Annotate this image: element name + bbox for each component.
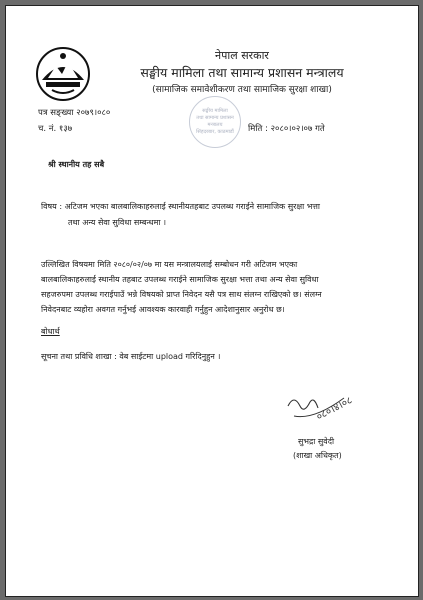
stamp-line: तथा सामान्य प्रशासन (196, 115, 234, 121)
office-stamp (189, 96, 241, 148)
header-division: (सामाजिक समावेशीकरण तथा सामाजिक सुरक्षा शाखा) (152, 85, 332, 95)
handwritten-signature (284, 386, 354, 432)
letter-number: पत्र सङ्ख्या २०७९।०८० (38, 108, 111, 118)
letter-date: मिति : २०८०।०२।०७ गते (248, 124, 325, 134)
stamp-line: मन्त्रालय (207, 122, 223, 128)
body-line-2: बालबालिकाहरुलाई स्थानीय तहबाट उपलब्ध गराईने सामाजिक सुरक्षा भत्ता तथा अन्य सेवा सुविधा (41, 275, 319, 284)
body-line-3: सहजरुपमा उपलब्ध गराईपाउँ भन्ने विषयको प्राप्त निवेदन यसै पत्र साथ संलग्न राखिएको छ। संलग्न (41, 290, 322, 299)
subject-line-1: विषय : अटिजम भएका बालबालिकाहरुलाई स्थानीयतहबाट उपलब्ध गराईने सामाजिक सुरक्षा भत्ता (41, 202, 320, 211)
stamp-line: सङ्घीय मामिला (202, 108, 228, 114)
stamp-line: सिंहदरबार, काठमाडौं (196, 129, 234, 135)
header-government: नेपाल सरकार (215, 49, 269, 62)
signatory-name: सुभद्रा सुवेदी (298, 437, 335, 446)
subject-line-2: तथा अन्य सेवा सुविधा सम्बन्धमा । (68, 218, 167, 227)
bodhartha-heading: बोधार्थ (41, 327, 60, 336)
body-line-1: उल्लिखित विषयमा मिति २०८०/०२/०७ मा यस मन्त्रालयलाई सम्बोधन गरी अटिजम भएका (41, 260, 298, 269)
dispatch-number: च. नं. १३७ (38, 124, 73, 134)
signature-date: ०८०।४।०८ (314, 395, 354, 423)
letter-page (5, 5, 419, 597)
cc-line: सूचना तथा प्रविधि शाखा : वेब साईटमा upload गरिदिनुहुन । (41, 352, 221, 361)
header-ministry: सङ्घीय मामिला तथा सामान्य प्रशासन मन्त्रालय (140, 65, 344, 80)
body-line-4: निवेदनबाट व्यहोरा अवगत गर्नुभई आवश्यक कारवाही गर्नुहुन आदेशानुसार अनुरोध छ। (41, 305, 285, 314)
recipient: श्री स्थानीय तह सबै (48, 160, 105, 169)
signatory-title: (शाखा अधिकृत) (293, 451, 342, 460)
